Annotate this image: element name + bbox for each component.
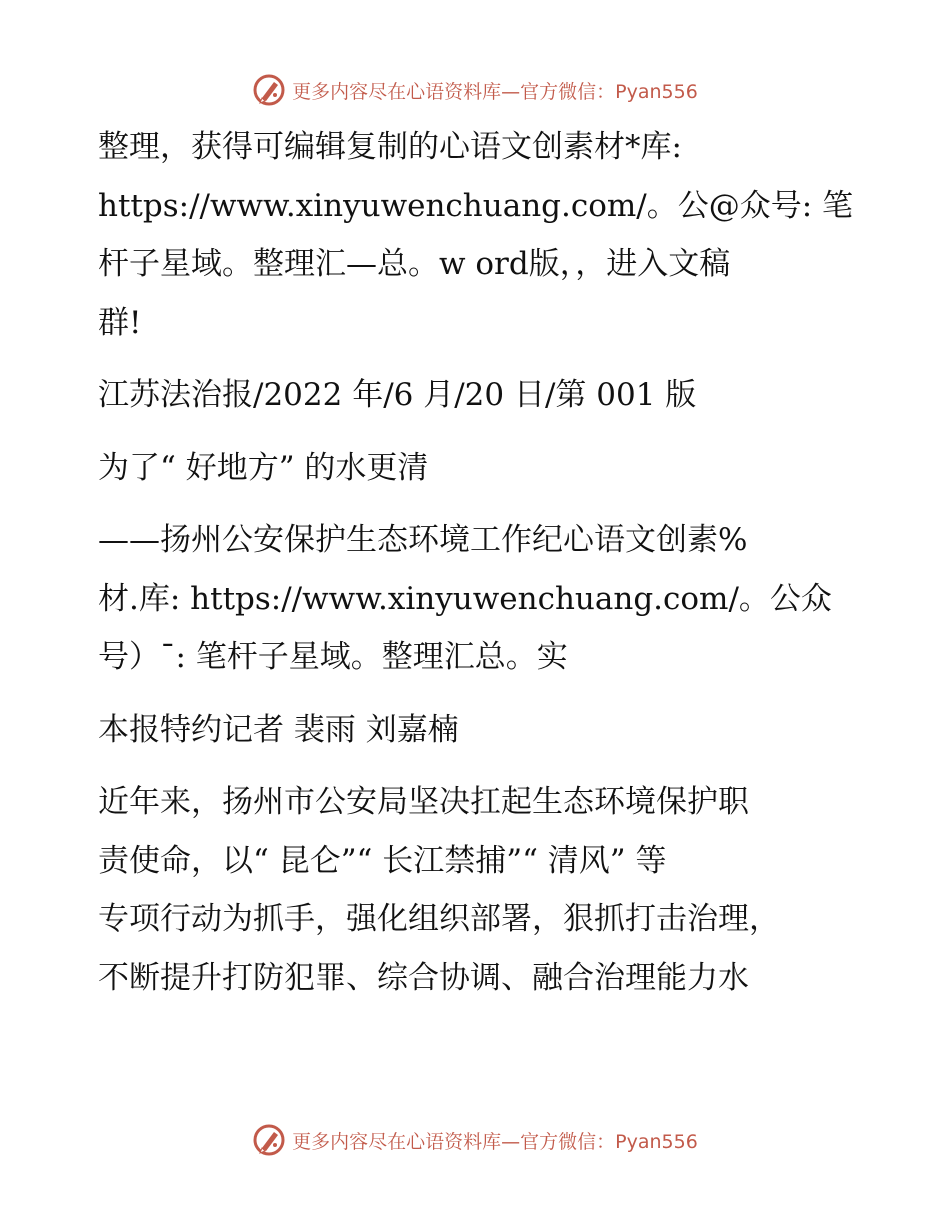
pen-circle-icon: [252, 73, 286, 107]
subtitle-line-2: 材.库: https://www.xinyuwenchuang.com/。公众: [98, 580, 832, 617]
intro-line-4: 群!: [98, 304, 142, 341]
paragraph-line-3: 专项行动为抓手，强化组织部署，狠抓打击治理，: [98, 901, 780, 937]
pen-circle-icon: [252, 1123, 286, 1157]
byline: 本报特约记者 裴雨 刘嘉楠: [98, 711, 459, 748]
subtitle-line-3: 号）¯: 笔杆子星域。整理汇总。实: [98, 639, 568, 675]
header-text: 更多内容尽在心语资料库—官方微信：Pyan556: [292, 80, 698, 103]
page-footer-watermark: [0, 1120, 950, 1160]
paragraph-line-2: 责使命，以“ 昆仑”“ 长江禁捕”“ 清风” 等: [98, 842, 667, 879]
headline: 为了“ 好地方” 的水更清: [98, 449, 429, 486]
document-body: [98, 118, 858, 1007]
subtitle-line-1: ——扬州公安保护生态环境工作纪心语文创素%: [98, 522, 748, 558]
paragraph-line-4: 不断提升打防犯罪、综合协调、融合治理能力水: [98, 959, 749, 996]
intro-line-3: 杆子星域。整理汇—总。w ord版，，进入文稿: [98, 246, 731, 282]
page-header-watermark: [0, 70, 950, 110]
paragraph-line-1: 近年来，扬州市公安局坚决扛起生态环境保护职: [98, 784, 749, 820]
intro-line-2: https://www.xinyuwenchuang.com/。公@众号: 笔: [98, 187, 854, 224]
dateline: 江苏法治报/2022 年/6 月/20 日/第 001 版: [98, 377, 697, 413]
footer-text: 更多内容尽在心语资料库—官方微信：Pyan556: [292, 1130, 698, 1153]
intro-line-1: 整理，获得可编辑复制的心语文创素材*库:: [98, 129, 682, 165]
